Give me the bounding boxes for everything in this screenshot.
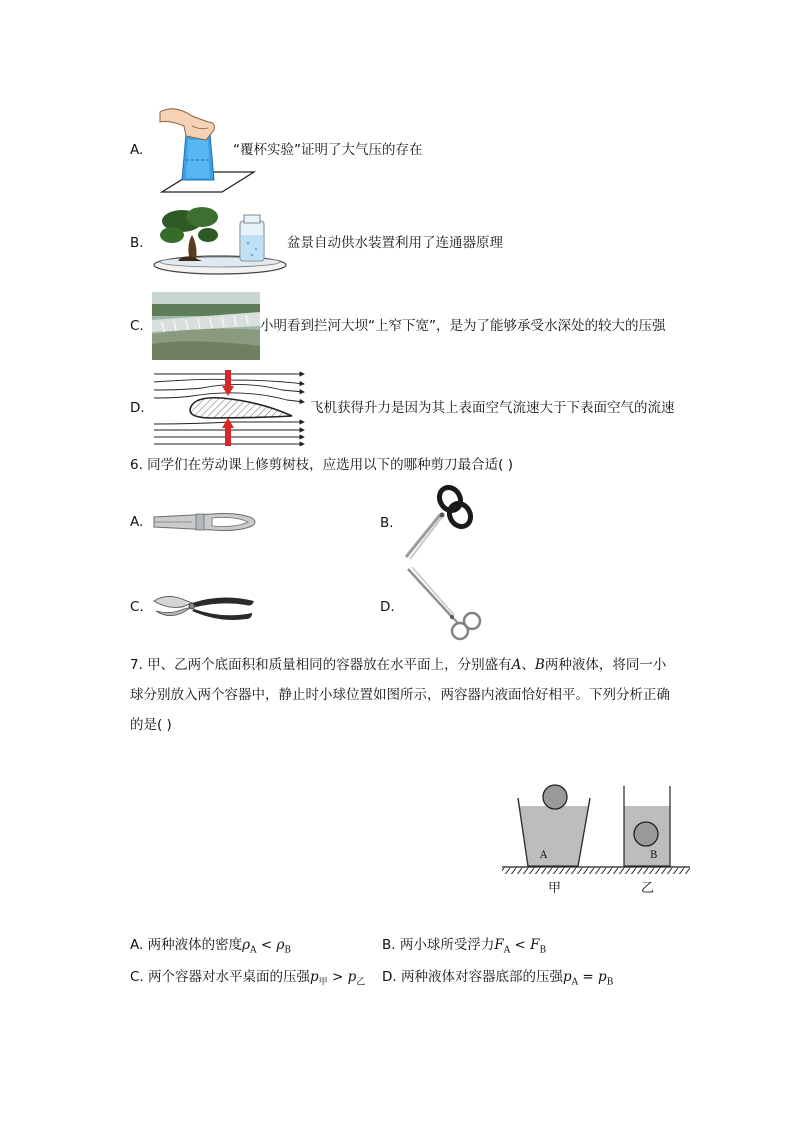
q7-stem-line1 bbox=[130, 650, 666, 680]
q6-option-d[interactable] bbox=[380, 565, 620, 645]
bonsai-water-bottle-icon bbox=[152, 205, 288, 279]
q6-stem: 6. 同学们在劳动课上修剪树枝，应选用以下的哪种剪刀最合适( ) bbox=[130, 457, 513, 473]
q5-option-c[interactable] bbox=[130, 290, 730, 362]
math-symbol: p bbox=[347, 969, 357, 985]
q6-option-b[interactable] bbox=[380, 485, 620, 560]
math-symbol: F bbox=[494, 937, 504, 953]
option-letter: D. bbox=[380, 599, 395, 615]
option-letter: C. bbox=[130, 318, 144, 334]
math-op: < bbox=[510, 937, 531, 953]
option-text: 飞机获得升力是因为其上表面空气流速大于下表面空气的流速 bbox=[310, 400, 675, 416]
q5-option-d[interactable] bbox=[130, 366, 730, 446]
caption-yi: 乙 bbox=[641, 881, 655, 896]
option-letter: A. bbox=[130, 142, 144, 158]
var-b: B bbox=[534, 657, 545, 673]
q7-stem-text: 7. 甲、乙两个底面积和质量相同的容器放在水平面上，分别盛有 bbox=[130, 657, 512, 673]
math-symbol: p bbox=[562, 969, 572, 985]
math-sub: B bbox=[539, 945, 547, 956]
option-letter: B. bbox=[130, 235, 144, 251]
math-symbol: ρ bbox=[242, 937, 251, 953]
math-sub: A bbox=[571, 977, 579, 988]
math-op: < bbox=[256, 937, 277, 953]
q7-stem-line3: 的是( ) bbox=[130, 717, 172, 733]
q7-option-a[interactable] bbox=[130, 935, 291, 961]
medical-scissors-icon bbox=[402, 565, 482, 645]
label-a: A bbox=[540, 850, 548, 861]
q7-option-d[interactable] bbox=[382, 967, 613, 993]
q7-stem-line2: 球分别放入两个容器中，静止时小球位置如图所示，两容器内液面恰好相平。下列分析正确 bbox=[130, 687, 670, 703]
math-op: = bbox=[578, 969, 599, 985]
label-b: B bbox=[650, 850, 658, 861]
math-sub: 乙 bbox=[356, 977, 366, 988]
dam-photo-icon bbox=[152, 292, 260, 360]
q6-option-a[interactable] bbox=[130, 500, 370, 545]
q6-option-c[interactable] bbox=[130, 585, 370, 630]
thread-snips-icon bbox=[152, 508, 262, 536]
math-symbol: ρ bbox=[276, 937, 285, 953]
option-letter: D. bbox=[130, 400, 145, 416]
q7-option-c[interactable] bbox=[130, 967, 365, 993]
option-letter: B. bbox=[380, 515, 394, 531]
q7-stem-tail: 两种液体，将同一小 bbox=[544, 657, 667, 673]
math-symbol: p bbox=[310, 969, 319, 985]
math-sub: 甲 bbox=[318, 977, 328, 988]
q5-option-a[interactable] bbox=[130, 100, 730, 195]
pruning-shears-icon bbox=[152, 591, 256, 623]
option-text: B. 两小球所受浮力 bbox=[382, 937, 495, 953]
var-a: A bbox=[511, 657, 522, 673]
math-symbol: p bbox=[598, 969, 607, 985]
math-sub: A bbox=[250, 945, 257, 956]
math-sub: A bbox=[503, 945, 511, 956]
math-sub: B bbox=[284, 945, 291, 956]
math-sub: B bbox=[606, 977, 614, 988]
caption-jia: 甲 bbox=[548, 881, 562, 896]
q5-option-b[interactable] bbox=[130, 205, 730, 280]
option-letter: A. bbox=[130, 514, 144, 530]
math-op: > bbox=[327, 969, 348, 985]
q7-option-b[interactable] bbox=[382, 935, 546, 961]
option-text: “覆杯实验”证明了大气压的存在 bbox=[233, 142, 423, 158]
option-letter: C. bbox=[130, 599, 144, 615]
option-text: C. 两个容器对水平桌面的压强 bbox=[130, 969, 311, 985]
option-text: A. 两种液体的密度 bbox=[130, 937, 243, 953]
q7-container-figure bbox=[498, 780, 698, 900]
option-text: 小明看到拦河大坝“上窄下宽”，是为了能够承受水深处的较大的压强 bbox=[260, 318, 666, 334]
math-symbol: F bbox=[530, 937, 540, 953]
office-scissors-icon bbox=[402, 485, 474, 560]
option-text: D. 两种液体对容器底部的压强 bbox=[382, 969, 563, 985]
sep: 、 bbox=[521, 657, 535, 673]
airfoil-streamlines-icon bbox=[152, 366, 312, 446]
option-text: 盆景自动供水装置利用了连通器原理 bbox=[287, 235, 503, 251]
